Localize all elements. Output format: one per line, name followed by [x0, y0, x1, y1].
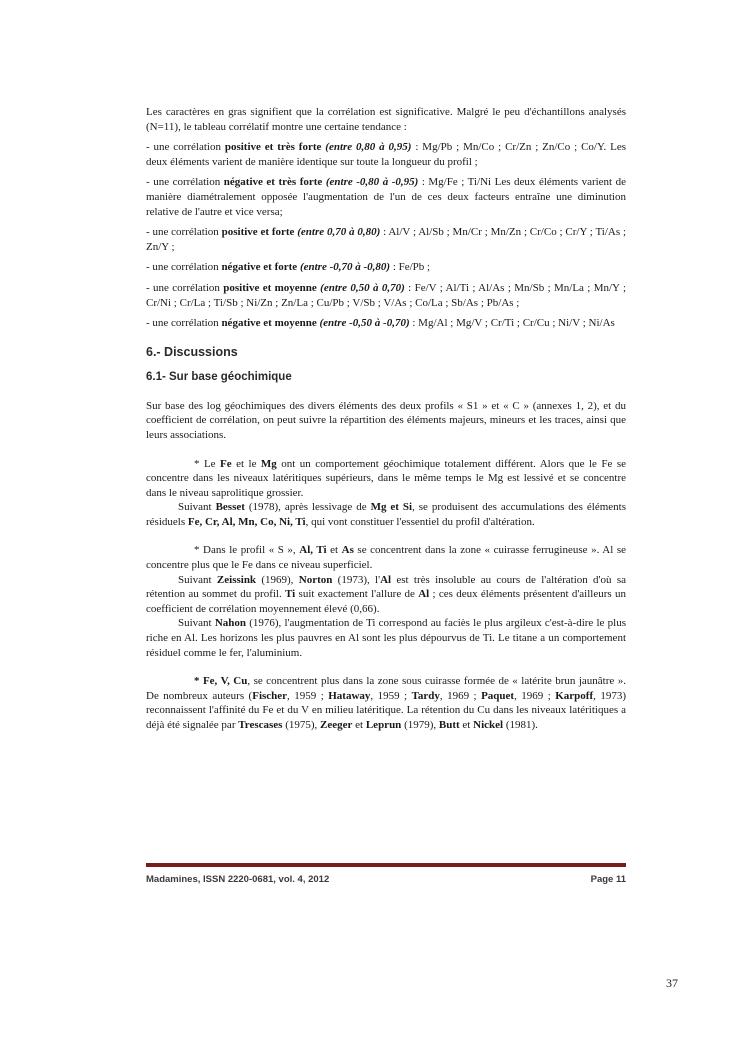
- correlation-item: - une corrélation négative et très forte (entre -0,80 à -0,95) : Mg/Fe ; Ti/Ni Les deux éléments varient de manière diamétralement opposée l'augmentation de l'un de ces deux facteurs entraîne une diminution relative de l'autre et vice versa;: [146, 176, 627, 218]
- fe-mg-paragraph: * Le Fe et le Mg ont un comportement géochimique totalement différent. Alors que le Fe se concentre dans les niveaux latéritiques supérieurs, dans le même temps le Mg est lessivé et se concentre dans le niveau saprolitique grossier.: [146, 457, 626, 499]
- zeissink-paragraph: Suivant Zeissink (1969), Norton (1973), l'Al est très insoluble au cours de l'altération d'où sa rétention au sommet du profil. Ti suit exactement l'allure de Al ; ces deux éléments présentent d'ailleurs un coefficient de corrélation moyennement élevé (0,66).: [146, 573, 627, 615]
- intro-paragraph: Les caractères en gras signifient que la corrélation est significative. Malgré le peu d'échantillons analysés (N=11), le tableau corrélatif montre une certaine tendance :: [146, 106, 626, 133]
- correlation-item: - une corrélation positive et moyenne (entre 0,50 à 0,70) : Fe/V ; Al/Ti ; Al/As ; Mn/Sb ; Mn/La ; Mn/Y ; Cr/Ni ; Cr/La ; Ti/Sb ; Ni/Zn ; Zn/La ; Cu/Pb ; V/Sb ; V/As ; Co/La ; Sb/As ; Pb/As ;: [146, 281, 627, 309]
- section-intro-paragraph: Sur base des log géochimiques des divers éléments des deux profils « S1 » et « C » (annexes 1, 2), et du coefficient de corrélation, on peut suivre la répartition des éléments majeurs, mineurs et les traces, ainsi que leurs associations.: [146, 399, 626, 441]
- correlation-item: - une corrélation négative et moyenne (entre -0,50 à -0,70) : Mg/Al ; Mg/V ; Cr/Ti ; Cr/Cu ; Ni/V ; Ni/As: [146, 317, 615, 330]
- document-body: [146, 105, 626, 733]
- fe-v-cu-paragraph: * Fe, V, Cu, se concentrent plus dans la zone sous cuirasse formée de « latérite brun jaunâtre ». De nombreux auteurs (Fischer, 1959 ; Hataway, 1959 ; Tardy, 1969 ; Paquet, 1969 ; Karpoff, 1973) reconnaissent l'affinité du Fe et du V en milieu latéritique. La rétention du Cu dans les niveaux latéritiques a déjà été signalée par Trescases (1975), Zeeger et Leprun (1979), Butt et Nickel (1981).: [146, 675, 626, 731]
- nahon-paragraph: Suivant Nahon (1976), l'augmentation de Ti correspond au faciès le plus argileux c'est-à-dire le plus riche en Al. Les horizons les plus pauvres en Al sont les plus dépourvus de Ti. Le titane a un comportement résiduel comme le fer, l'aluminium.: [146, 617, 626, 659]
- page-number: 37: [666, 976, 678, 990]
- correlation-item: - une corrélation positive et forte (entre 0,70 à 0,80) : Al/V ; Al/Sb ; Mn/Cr ; Mn/Zn ; Cr/Co ; Cr/Y ; Ti/As ; Zn/Y ;: [146, 226, 626, 253]
- footer-journal: Madamines, ISSN 2220-0681, vol. 4, 2012: [146, 874, 330, 885]
- section-heading: 6.- Discussions: [146, 344, 238, 359]
- correlation-item: - une corrélation positive et très forte (entre 0,80 à 0,95) : Mg/Pb ; Mn/Co ; Cr/Zn ; Zn/Co ; Co/Y. Les deux éléments varient de manière identique sur toute la longueur du profil ;: [146, 141, 627, 168]
- besset-paragraph: Suivant Besset (1978), après lessivage de Mg et Si, se produisent des accumulations des éléments résiduels Fe, Cr, Al, Mn, Co, Ni, Ti, qui vont constituer l'essentiel du profil d'altération.: [146, 501, 626, 528]
- correlation-list: [146, 140, 626, 331]
- correlation-item: - une corrélation négative et forte (entre -0,70 à -0,80) : Fe/Pb ;: [146, 261, 431, 274]
- footer-rule: [146, 863, 626, 867]
- subsection-heading: 6.1- Sur base géochimique: [146, 370, 292, 383]
- footer-page-label: Page 11: [590, 874, 626, 885]
- profile-s-paragraph: * Dans le profil « S », Al, Ti et As se concentrent dans la zone « cuirasse ferrugineuse ». Al se concentre plus que le Fe dans ce niveau superficiel.: [146, 544, 627, 572]
